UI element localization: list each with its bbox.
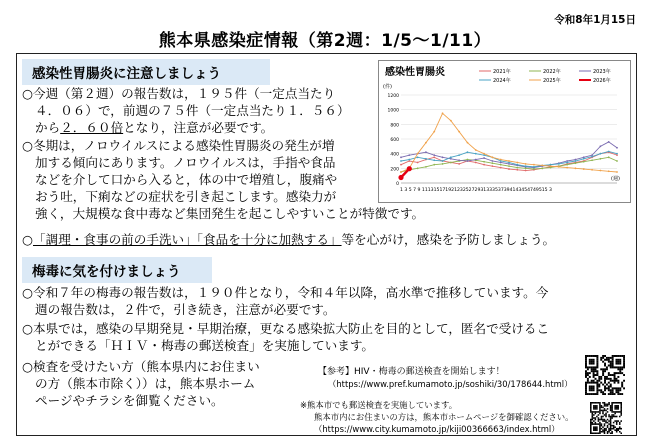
data-point	[591, 159, 593, 161]
data-point	[425, 151, 427, 153]
data-point	[400, 171, 402, 173]
data-point	[500, 159, 502, 161]
text-line: などを介して口から入ると，体の中で増殖し，腹痛や	[35, 172, 338, 187]
chart-svg	[379, 61, 630, 202]
gastro-paragraph-3	[22, 231, 637, 248]
data-point	[608, 170, 610, 172]
reference-note	[318, 366, 576, 390]
data-point	[541, 165, 543, 167]
text-line: ページやチラシを御覧ください。	[35, 393, 224, 408]
y-tick-label: 1200	[387, 94, 399, 99]
text-line: とができる「ＨＩＶ・梅毒の郵送検査」を実施しています。	[35, 338, 375, 353]
text-line: ○今週（第２週）の報告数は，１９５件（一定点当たり	[22, 86, 336, 101]
data-point	[591, 169, 593, 171]
chart-title: 感染性胃腸炎	[385, 67, 445, 78]
y-tick-label: 1000	[387, 108, 399, 114]
data-point	[599, 145, 601, 147]
data-point	[533, 166, 535, 168]
data-point	[616, 153, 618, 155]
text-line: 加する傾向にあります。ノロウイルスは，手指や食品	[35, 155, 336, 170]
data-point	[442, 160, 444, 162]
data-point	[425, 166, 427, 168]
y-tick-label: 600	[390, 138, 399, 143]
section-heading-syphilis: 梅毒に気を付けましょう	[22, 257, 212, 283]
data-point	[417, 153, 419, 155]
city-note-line: ※熊本市でも郵送検査を実施しています。	[300, 400, 458, 410]
text-line: おう吐，下痢などの症状を引き起こします。感染力が	[35, 189, 337, 204]
data-point	[575, 167, 577, 169]
legend-label: 2025年	[543, 78, 561, 84]
data-point	[417, 162, 419, 164]
legend-label: 2022年	[543, 69, 561, 75]
data-point	[500, 167, 502, 169]
data-point	[458, 131, 460, 133]
data-point	[433, 164, 435, 166]
data-point	[408, 154, 410, 156]
data-point	[616, 147, 618, 149]
legend-label: 2026年	[593, 78, 611, 84]
data-point	[398, 175, 403, 180]
data-point	[508, 168, 510, 170]
data-point	[400, 160, 402, 162]
text-line: ○検査を受けたい方（熊本県内にお住まい	[22, 359, 260, 374]
data-point	[583, 158, 585, 160]
data-point	[483, 164, 485, 166]
data-point	[483, 161, 485, 163]
text-segment: となり，注意が必要です。	[123, 120, 274, 135]
y-tick-label: 800	[390, 123, 399, 129]
data-point	[608, 156, 610, 158]
data-point	[525, 163, 527, 165]
ratio-highlight: ２．６０倍	[60, 120, 124, 135]
data-point	[491, 160, 493, 162]
text-line: ○令和７年の梅毒の報告数は，１９０件となり，令和４年以降，高水準で推移しています。今	[22, 285, 549, 300]
text-line: の方（熊本市除く））は，熊本県ホーム	[35, 376, 256, 391]
data-point	[450, 162, 452, 164]
data-point	[558, 163, 560, 165]
data-point	[407, 166, 412, 171]
legend-label: 2021年	[493, 69, 511, 75]
data-point	[442, 163, 444, 165]
data-point	[533, 164, 535, 166]
data-point	[483, 153, 485, 155]
data-point	[599, 170, 601, 172]
data-point	[508, 160, 510, 162]
reference-title: 【参考】HIV・梅毒の郵送検査を開始します！	[318, 367, 505, 377]
data-point	[458, 163, 460, 165]
city-note-line: 熊本市内にお住まいの方は，熊本市ホームページを御確認ください。	[314, 412, 574, 422]
y-tick-label: 200	[390, 167, 399, 173]
data-point	[475, 162, 477, 164]
data-point	[433, 156, 435, 158]
y-tick-label: 0	[396, 182, 399, 187]
syphilis-paragraph-1	[22, 284, 637, 318]
data-point	[467, 151, 469, 153]
data-point	[400, 164, 402, 166]
gastroenteritis-chart	[378, 60, 631, 203]
data-point	[500, 164, 502, 166]
data-point	[458, 154, 460, 156]
data-point	[558, 166, 560, 168]
report-date: 令和8年1月15日	[554, 14, 636, 26]
legend-label: 2024年	[493, 78, 511, 84]
data-point	[475, 159, 477, 161]
data-point	[616, 160, 618, 162]
data-point	[450, 156, 452, 158]
data-point	[599, 158, 601, 160]
data-point	[616, 171, 618, 173]
page-title: 熊本県感染症情報（第2週：1/5〜1/11）	[158, 31, 492, 51]
data-point	[575, 162, 577, 164]
data-point	[566, 162, 568, 164]
data-point	[575, 160, 577, 162]
text-segment: から	[35, 120, 61, 135]
data-point	[467, 160, 469, 162]
data-point	[525, 170, 527, 172]
data-point	[541, 167, 543, 169]
text-line: ４．０６）で，前週の７５件（一定点当たり１．５６）	[35, 103, 350, 118]
data-point	[408, 159, 410, 161]
data-point	[400, 156, 402, 158]
data-point	[442, 156, 444, 158]
prevention-highlight: 「調理・食事の前の手洗い」「食品を十分に加熱する」	[33, 232, 342, 247]
data-point	[475, 153, 477, 155]
data-point	[458, 159, 460, 161]
x-tick-labels: 1 3 5 7 9 1113151719212325272931333537394143454749515 3	[400, 188, 552, 193]
text-segment: 等を心がけ，感染を予防しましょう。	[341, 232, 556, 247]
data-point	[450, 120, 452, 122]
data-point	[525, 165, 527, 167]
section-heading-gastroenteritis: 感染性胃腸炎に注意しましょう	[22, 59, 270, 85]
data-point	[433, 154, 435, 156]
data-point	[608, 151, 610, 153]
data-point	[566, 167, 568, 169]
text-line: 週の報告数は，２件で，引き続き，注意が必要です。	[35, 302, 336, 317]
text-line: ○冬期は，ノロウイルスによる感染性胃腸炎の発生が増	[22, 138, 335, 153]
data-point	[417, 156, 419, 158]
text-line: 強く，大規模な食中毒など集団発生を起こしやすいことが特徴です。	[35, 206, 425, 221]
data-point	[566, 164, 568, 166]
data-point	[425, 158, 427, 160]
x-axis-label: (週)	[611, 176, 620, 182]
data-point	[516, 162, 518, 164]
data-point	[516, 169, 518, 171]
data-point	[583, 161, 585, 163]
text-segment: ○	[22, 232, 33, 247]
data-point	[425, 142, 427, 144]
data-point	[508, 165, 510, 167]
data-point	[442, 112, 444, 114]
data-point	[467, 142, 469, 144]
text-line: ○本県では，感染の早期発見・早期治療，更なる感染拡大防止を目的として，匿名で受けるこ	[22, 321, 550, 336]
qr-code-icon[interactable]	[585, 355, 625, 395]
data-point	[475, 149, 477, 151]
data-point	[583, 168, 585, 170]
gastro-paragraph-1	[22, 85, 382, 136]
data-point	[550, 165, 552, 167]
data-point	[433, 159, 435, 161]
data-point	[516, 164, 518, 166]
y-axis-label: (件)	[383, 84, 392, 90]
reference-url[interactable]: （https://www.pref.kumamoto.jp/soshiki/30/178644.html）	[328, 379, 573, 389]
data-point	[608, 141, 610, 143]
data-point	[491, 156, 493, 158]
y-tick-label: 400	[390, 152, 399, 158]
qr-code-icon[interactable]	[590, 402, 622, 434]
data-point	[433, 131, 435, 133]
text-line	[22, 119, 382, 136]
syphilis-paragraph-2	[22, 320, 637, 354]
data-point	[516, 167, 518, 169]
data-point	[591, 156, 593, 158]
data-point	[491, 162, 493, 164]
data-point	[599, 153, 601, 155]
syphilis-paragraph-3	[22, 358, 312, 409]
city-note	[300, 399, 590, 435]
legend-label: 2023年	[593, 69, 611, 75]
data-point	[491, 165, 493, 167]
data-point	[417, 167, 419, 169]
city-url[interactable]: （https://www.city.kumamoto.jp/kiji00366663/index.html）	[314, 424, 560, 434]
data-point	[483, 157, 485, 159]
